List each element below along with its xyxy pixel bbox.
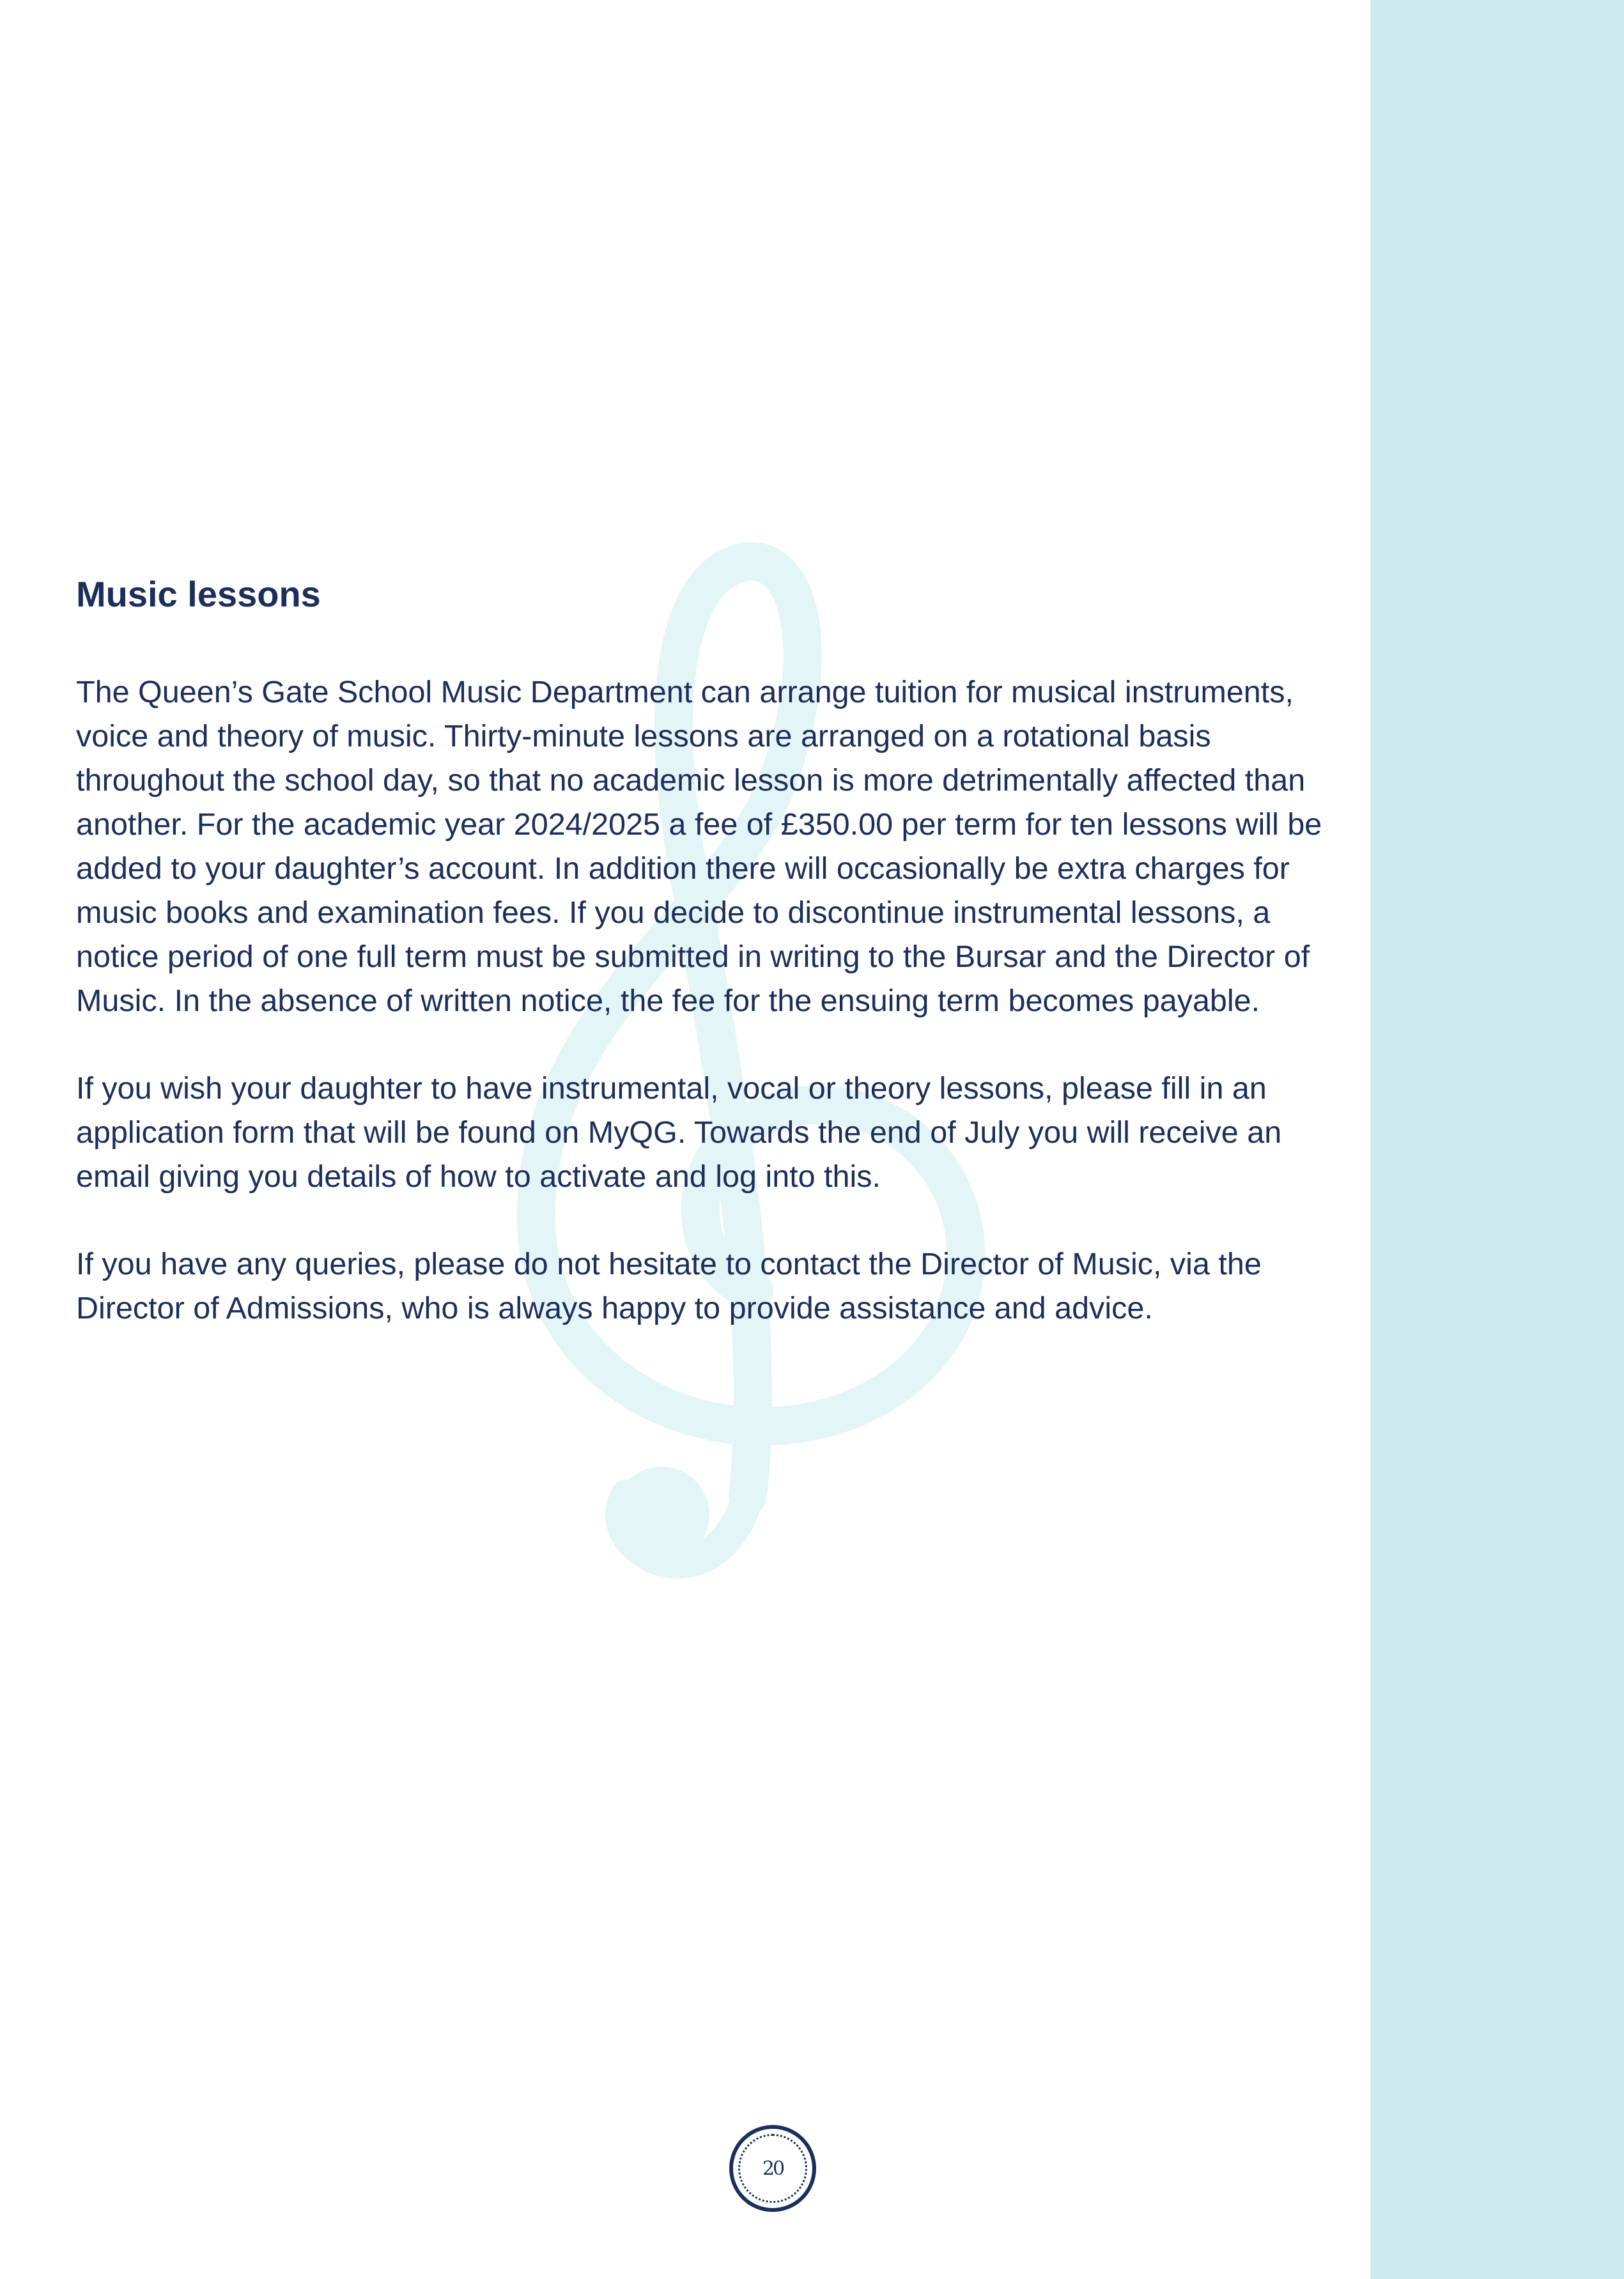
music-lessons-section xyxy=(76,572,1329,1374)
page-number: 20 xyxy=(762,2157,784,2180)
paragraph-tuition-fees: The Queen’s Gate School Music Department can arrange tuition for musical instruments, voice and theory of music. Thirty-minute lessons are arranged on a rotational basis throughout the school day, so that no academic lesson is more detrimentally affected than another. For the academic year 2024/2025 a fee of £350.00 per term for ten lessons will be added to your daughter’s account. In addition there will occasionally be extra charges for music books and examination fees. If you decide to discontinue instrumental lessons, a notice period of one full term must be submitted in writing to the Bursar and the Director of Music. In the absence of written notice, the fee for the ensuing term becomes payable. xyxy=(76,675,1322,1018)
page-number-badge xyxy=(729,2125,816,2212)
decorative-sidebar-strip xyxy=(1370,0,1624,2279)
paragraph-queries: If you have any queries, please do not hesitate to contact the Director of Music, via the Director of Admissions, who is always happy to provide assistance and advice. xyxy=(76,1247,1262,1325)
section-heading: Music lessons xyxy=(76,574,321,614)
paragraph-application-form: If you wish your daughter to have instrumental, vocal or theory lessons, please fill in an application form that will be found on MyQG. Towards the end of July you will receive an email giving you details of how to activate and log into this. xyxy=(76,1071,1282,1194)
